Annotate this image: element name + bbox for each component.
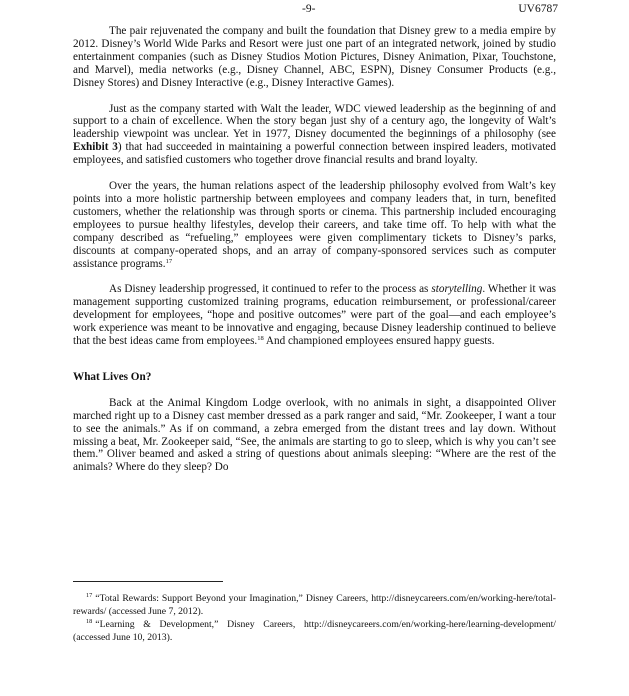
paragraph-text-end: And championed employees ensured happy guests.	[263, 335, 495, 348]
paragraph-text: Back at the Animal Kingdom Lodge overlook, with no animals in sight, a disappointed Oliver marched right up to a Disney cast member dressed as a park ranger and said, “Mr. Zookeeper, I want a tour to see the animals.” As if on command, a zebra emerged from the distant trees and lay down. Without missing a beat, Mr. Zookeeper said, “See, the animals are starting to go to sleep, which is why you can’t see them.” Oliver beamed and asked a string of questions about animals sleeping: “Where are the rest of the animals? Where do they sleep? Do	[73, 396, 556, 474]
page-number: -9-	[302, 3, 316, 15]
footnote-17	[73, 593, 556, 618]
footnote-18	[73, 619, 556, 644]
footnote-text: “Total Rewards: Support Beyond your Imagination,” Disney Careers, http://disneycareers.com/en/working-here/total-rewards/ (accessed June 7, 2012).	[73, 593, 556, 617]
paragraph-text-middle: . Whether it was management supporting customized training programs, education reimbursement, or professional/career development for employees, “hope and positive outcomes” were part of the goal—and each employee’s work experience was meant to be innovative and engaging, because Disney leadership continued to believe that the best ideas came from employees.	[73, 283, 556, 348]
paragraph-storytelling	[73, 283, 556, 348]
footnote-text: “Learning & Development,” Disney Careers, http://disneycareers.com/en/working-here/learning-development/ (accessed June 10, 2013).	[73, 619, 556, 643]
case-code: UV6787	[518, 3, 558, 15]
body-content	[73, 25, 556, 474]
section-heading: What Lives On?	[73, 370, 152, 383]
paragraph-company-network	[73, 25, 556, 90]
footnote-reference-18: 18	[257, 335, 264, 343]
paragraph-text: Over the years, the human relations aspect of the leadership philosophy evolved from Walt’s key points into a more holistic partnership between employees and company leaders that, in turn, benefited customers, whether the relationship was through sports or cinema. This partnership included encouraging employees to pursue healthy lifestyles, develop their careers, and take time off. To help with what the company described as “refueling,” employees were given complimentary tickets to Disney’s parks, discounts at company-operated shops, and an array of company-sponsored services such as computer assistance programs.	[73, 180, 556, 270]
footnotes	[73, 593, 556, 644]
footnote-number: 18	[86, 618, 93, 626]
paragraph-text-end: ) that had succeeded in maintaining a powerful connection between inspired leaders, motivated employees, and satisfied customers who together drove financial results and brand loyalty.	[73, 141, 556, 167]
footnote-divider	[73, 581, 223, 582]
footnote-number: 17	[86, 592, 93, 599]
paragraph-text-start: Just as the company started with Walt the leader, WDC viewed leadership as the beginning of and support to a chain of excellence. When the story began just shy of a century ago, the longevity of Walt’s leadership viewpoint was unclear. Yet in 1977, Disney documented the beginnings of a philosophy (see	[73, 102, 556, 141]
storytelling-term: storytelling	[431, 283, 483, 296]
paragraph-animal-kingdom	[73, 397, 556, 474]
exhibit-reference: Exhibit 3	[73, 141, 118, 154]
paragraph-human-relations	[73, 180, 556, 270]
footnote-reference-17: 17	[165, 257, 173, 265]
paragraph-leadership-chain	[73, 103, 556, 168]
paragraph-text: The pair rejuvenated the company and built the foundation that Disney grew to a media empire by 2012. Disney’s World Wide Parks and Resort were just one part of an integrated network, joined by studio entertainment companies (such as Disney Studios Motion Pictures, Disney Animation, Pixar, Touchstone, and Marvel), media networks (e.g., Disney Channel, ABC, ESPN), Disney Consumer Products (e.g., Disney Stores) and Disney Interactive (e.g., Disney Interactive Games).	[73, 25, 556, 89]
page-header	[0, 2, 629, 16]
paragraph-text-start: As Disney leadership progressed, it continued to refer to the process as	[109, 283, 432, 296]
